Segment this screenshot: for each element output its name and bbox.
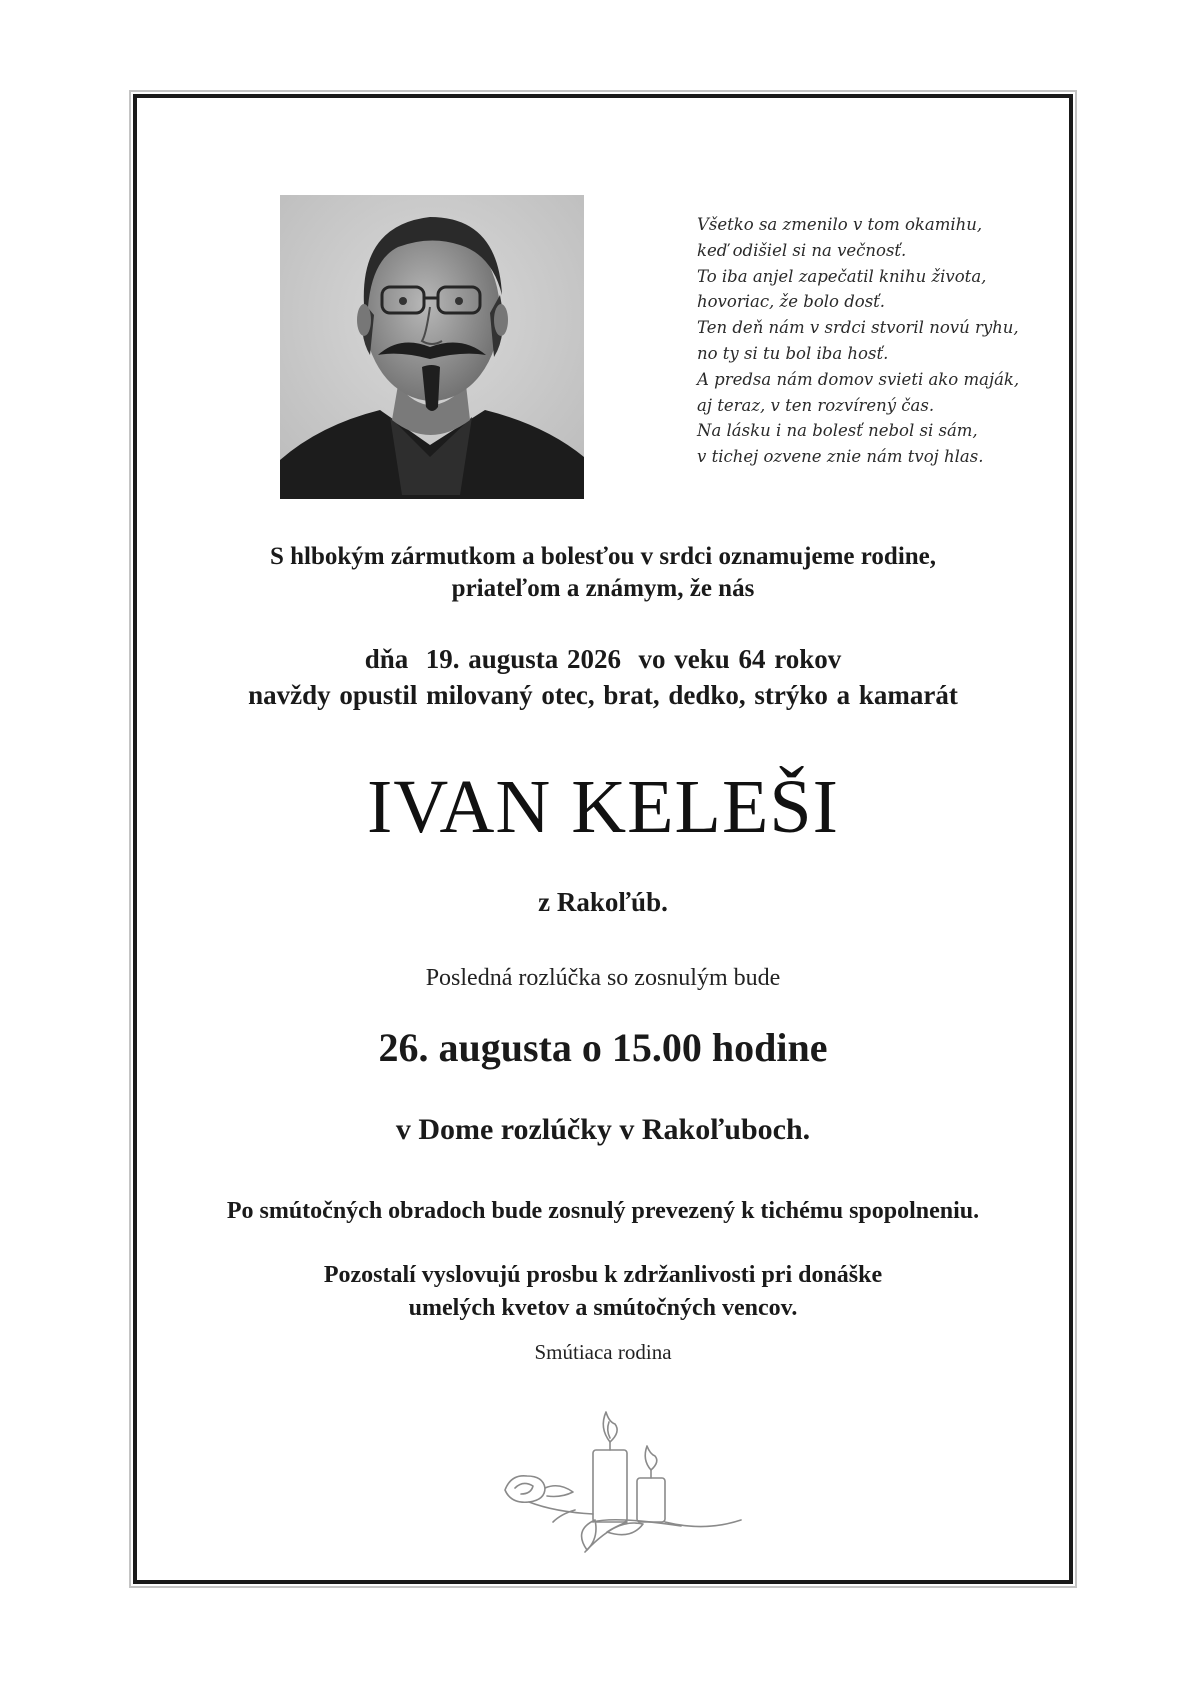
poem-line: hovoriac, že bolo dosť. [697,292,886,312]
poem-line: aj teraz, v ten rozvírený čas. [697,395,935,415]
poem-line: keď odišiel si na večnosť. [697,240,907,260]
cremation-note: Po smútočných obradoch bude zosnulý prevezený k tichému spopolneniu. [226,1198,980,1224]
poem-line: A predsa nám domov svieti ako maják, [697,369,1020,389]
death-date-line: dňa 19. augusta 2026 vo veku 64 rokov [364,644,842,674]
farewell-label: Posledná rozlúčka so zosnulým bude [425,965,781,991]
deceased-name: IVAN KELEŠI [367,765,839,849]
poem-line: Na lásku i na bolesť nebol si sám, [697,421,978,441]
request-line-2: umelých kvetov a smútočných vencov. [408,1295,798,1321]
announcement-intro [133,541,1073,605]
farewell-datetime: 26. augusta o 15.00 hodine [378,1025,828,1070]
relations-line: navždy opustil milovaný otec, brat, dedko, strýko a kamarát [248,680,958,710]
poem-line: no ty si tu bol iba hosť. [697,343,889,363]
signature: Smútiaca rodina [534,1340,672,1364]
deceased-origin: z Rakoľúb. [538,887,668,917]
death-date-block [133,641,1073,713]
poem [697,212,1057,470]
poem-line: Ten deň nám v srdci stvoril novú ryhu, [697,318,1019,338]
farewell-place: v Dome rozlúčky v Rakoľuboch. [395,1113,811,1146]
poem-line: To iba anjel zapečatil knihu života, [697,266,987,286]
flowers-request [133,1259,1073,1325]
intro-line-2: priateľom a známym, že nás [451,575,755,602]
candles-rose-icon [475,1402,765,1562]
portrait-photo [280,195,584,499]
poem-line: v tichej ozvene znie nám tvoj hlas. [697,447,984,467]
poem-line: Všetko sa zmenilo v tom okamihu, [697,215,983,234]
intro-line-1: S hlbokým zármutkom a bolesťou v srdci oznamujeme rodine, [269,543,937,570]
request-line-1: Pozostalí vyslovujú prosbu k zdržanlivosti pri donáške [323,1262,883,1288]
